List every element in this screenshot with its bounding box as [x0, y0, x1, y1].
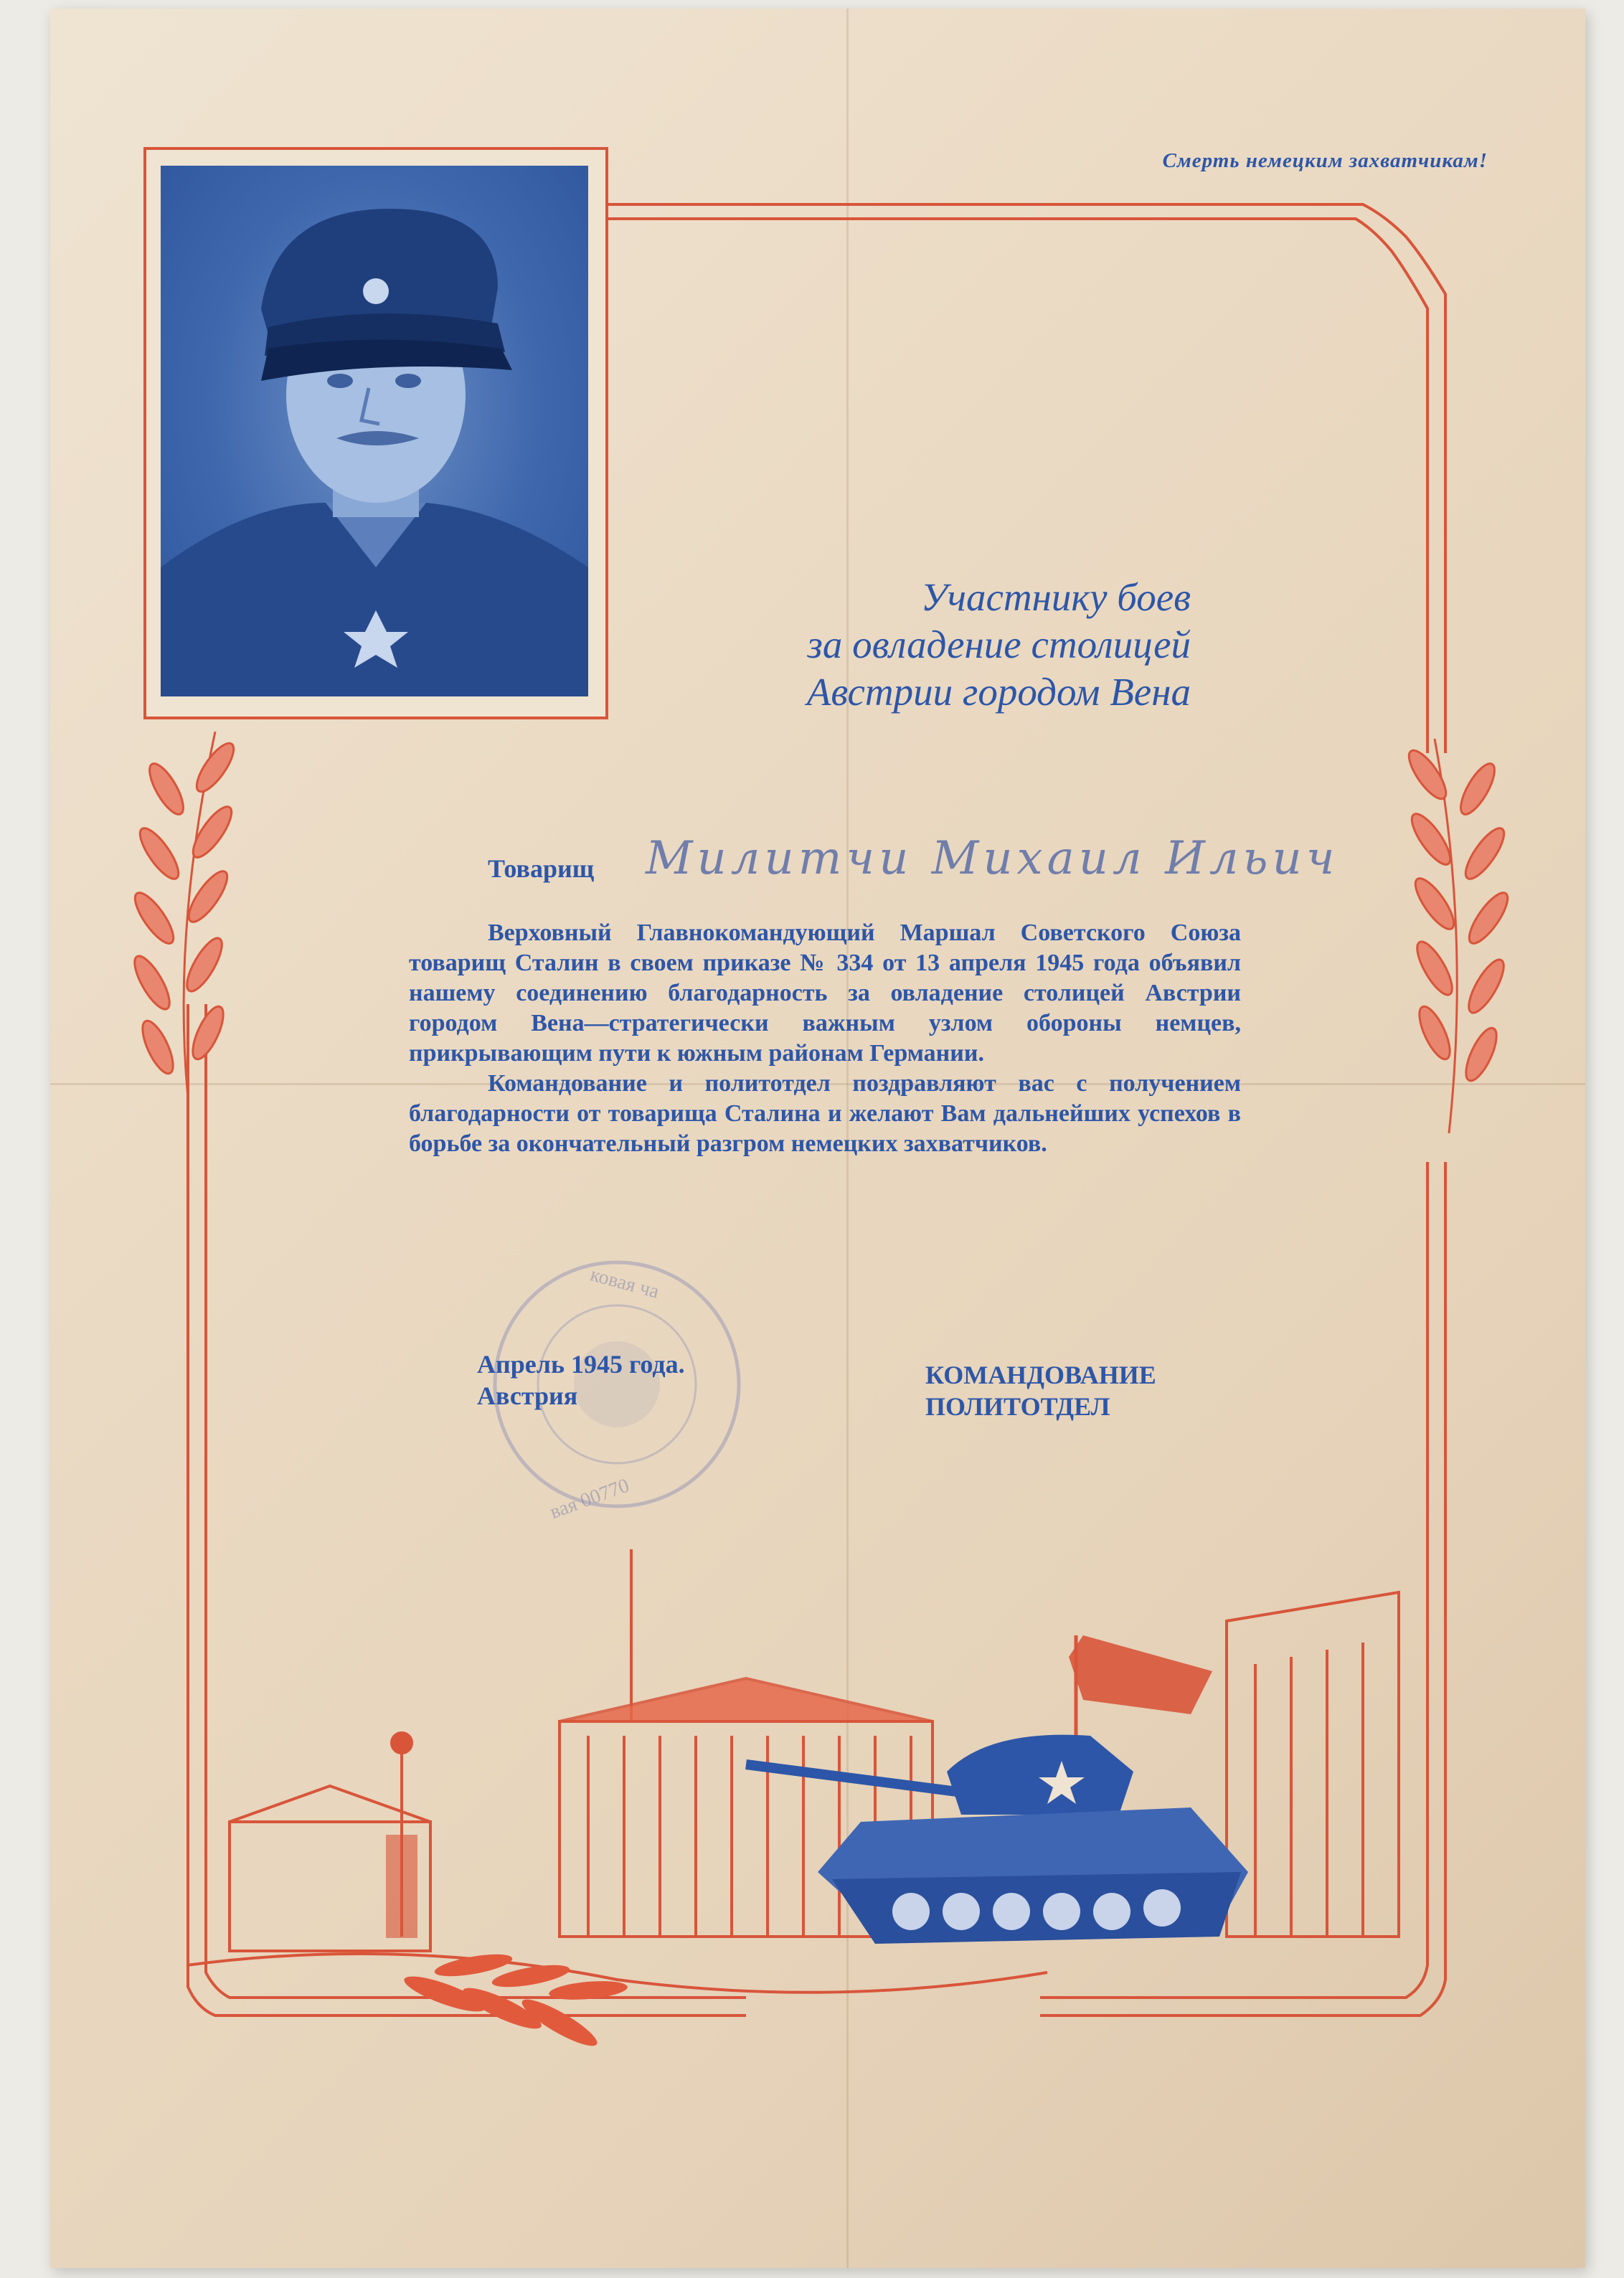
portrait-frame	[143, 147, 608, 719]
vienna-tank-illustration	[187, 1535, 1420, 2109]
left-laurel-branch	[128, 732, 240, 1097]
slogan: Смерть немецким захватчикам!	[1162, 149, 1488, 172]
heading-line-1: Участнику боев	[920, 575, 1191, 619]
body-paragraph-1: Верховный Главнокомандующий Маршал Советского Союза товарищ Сталин в своем приказе № 334 от 13 апреля 1945 года объявил нашему соединению благодарность за овладение столицей Австрии городом Вена—стратегически важным узлом обороны немцев, прикрывающим пути к южным районам Германии.	[409, 920, 1241, 1067]
body-text	[409, 918, 1241, 1159]
right-laurel-branch	[1403, 739, 1514, 1133]
stamp-text-bottom: вая 00770	[547, 1474, 633, 1524]
officer-portrait-image	[161, 166, 588, 696]
body-paragraph-2: Командование и политотдел поздравляют вас с получением благодарности от товарища Сталина и желают Вам дальнейших успехов в борьбе за окончательный разгром немецких захватчиков.	[409, 1070, 1241, 1157]
heading-line-2: за овладение столицей	[807, 623, 1191, 666]
signature-line-2: ПОЛИТОТДЕЛ	[925, 1392, 1110, 1421]
signature-block	[925, 1359, 1156, 1422]
tank	[746, 1735, 1248, 1944]
date-line: Апрель 1945 года.	[477, 1350, 685, 1379]
stamp-text-top: ковая ча	[587, 1263, 662, 1303]
signature-line-1: КОМАНДОВАНИЕ	[925, 1361, 1156, 1389]
addressee-label: Товарищ	[488, 854, 595, 883]
date-place-block	[477, 1348, 685, 1412]
place-line: Австрия	[477, 1381, 578, 1410]
recipient-handwritten-name: Милитчи Михаил Ильич	[646, 832, 1339, 885]
portrait-photo	[161, 166, 588, 696]
red-flag	[1069, 1635, 1212, 1714]
heading-line-3: Австрии городом Вена	[806, 670, 1191, 714]
bottom-laurel	[401, 1950, 628, 2053]
dedication-heading	[646, 574, 1191, 716]
